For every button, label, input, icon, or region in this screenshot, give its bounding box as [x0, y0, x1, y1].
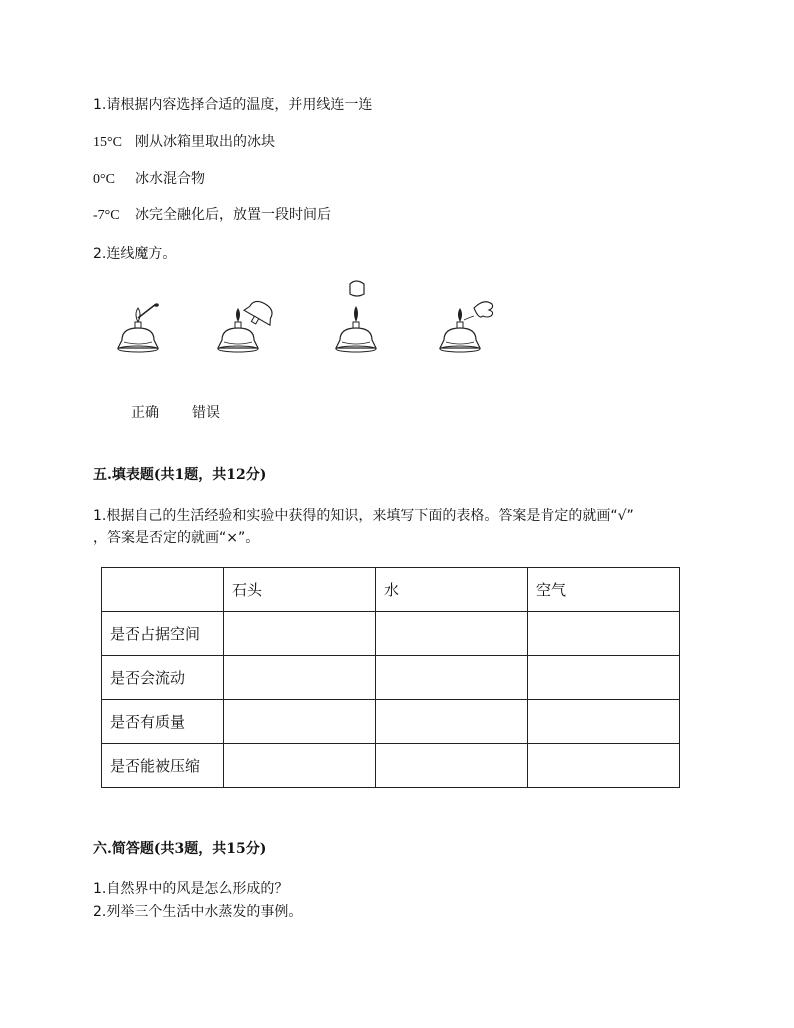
temp-row-1 [93, 133, 275, 152]
answer-cell[interactable] [376, 612, 528, 656]
temp-description: 冰完全融化后，放置一段时间后 [135, 207, 331, 223]
answer-cell[interactable] [528, 700, 680, 744]
temp-description: 刚从冰箱里取出的冰块 [135, 134, 275, 150]
table-header-cell: 水 [376, 568, 528, 612]
answer-cell[interactable] [376, 744, 528, 788]
answer-cell[interactable] [376, 656, 528, 700]
answer-cell[interactable] [224, 656, 376, 700]
table-row [102, 744, 680, 788]
temp-row-3 [93, 206, 331, 225]
row-label: 是否能被压缩 [102, 744, 224, 788]
section-6-question-2: 2.列举三个生活中水蒸发的事例。 [93, 904, 303, 920]
row-label: 是否会流动 [102, 656, 224, 700]
answer-cell[interactable] [224, 744, 376, 788]
temp-value: -7°C [93, 208, 120, 223]
section-5-question-line-2: ，答案是否定的就画“×”。 [93, 530, 260, 546]
wrong-label: 错误 [192, 405, 220, 421]
answer-cell[interactable] [224, 612, 376, 656]
alcohol-lamp-match-icon [110, 298, 170, 360]
properties-table [101, 567, 680, 788]
table-header-cell [102, 568, 224, 612]
question-1-title: 1.请根据内容选择合适的温度，并用线连一连 [93, 97, 373, 113]
row-label: 是否有质量 [102, 700, 224, 744]
section-5-question-line-1: 1.根据自己的生活经验和实验中获得的知识，来填写下面的表格。答案是肯定的就画“√” [93, 508, 634, 524]
answer-cell[interactable] [224, 700, 376, 744]
section-6-heading: 六.简答题(共3题，共15分) [93, 841, 267, 857]
table-header-cell: 石头 [224, 568, 376, 612]
section-6-question-1: 1.自然界中的风是怎么形成的？ [93, 881, 289, 897]
question-2-title: 2.连线魔方。 [93, 246, 177, 262]
alcohol-lamp-blow-icon [434, 294, 506, 360]
answer-cell[interactable] [528, 744, 680, 788]
answer-cell[interactable] [528, 612, 680, 656]
temp-value: 15°C [93, 135, 122, 150]
temp-row-2 [93, 170, 205, 189]
section-5-heading: 五.填表题(共1题，共12分) [93, 467, 267, 483]
table-row [102, 612, 680, 656]
correct-label: 正确 [131, 405, 159, 421]
table-header-cell: 空气 [528, 568, 680, 612]
row-label: 是否占据空间 [102, 612, 224, 656]
answer-cell[interactable] [376, 700, 528, 744]
table-row [102, 700, 680, 744]
temp-description: 冰水混合物 [135, 171, 205, 187]
temp-value: 0°C [93, 172, 115, 187]
alcohol-lamp-illustrations [100, 278, 520, 368]
alcohol-lamp-cap-icon [328, 278, 388, 360]
answer-cell[interactable] [528, 656, 680, 700]
table-header-row [102, 568, 680, 612]
table-row [102, 656, 680, 700]
alcohol-lamp-tilted-icon [212, 294, 284, 360]
